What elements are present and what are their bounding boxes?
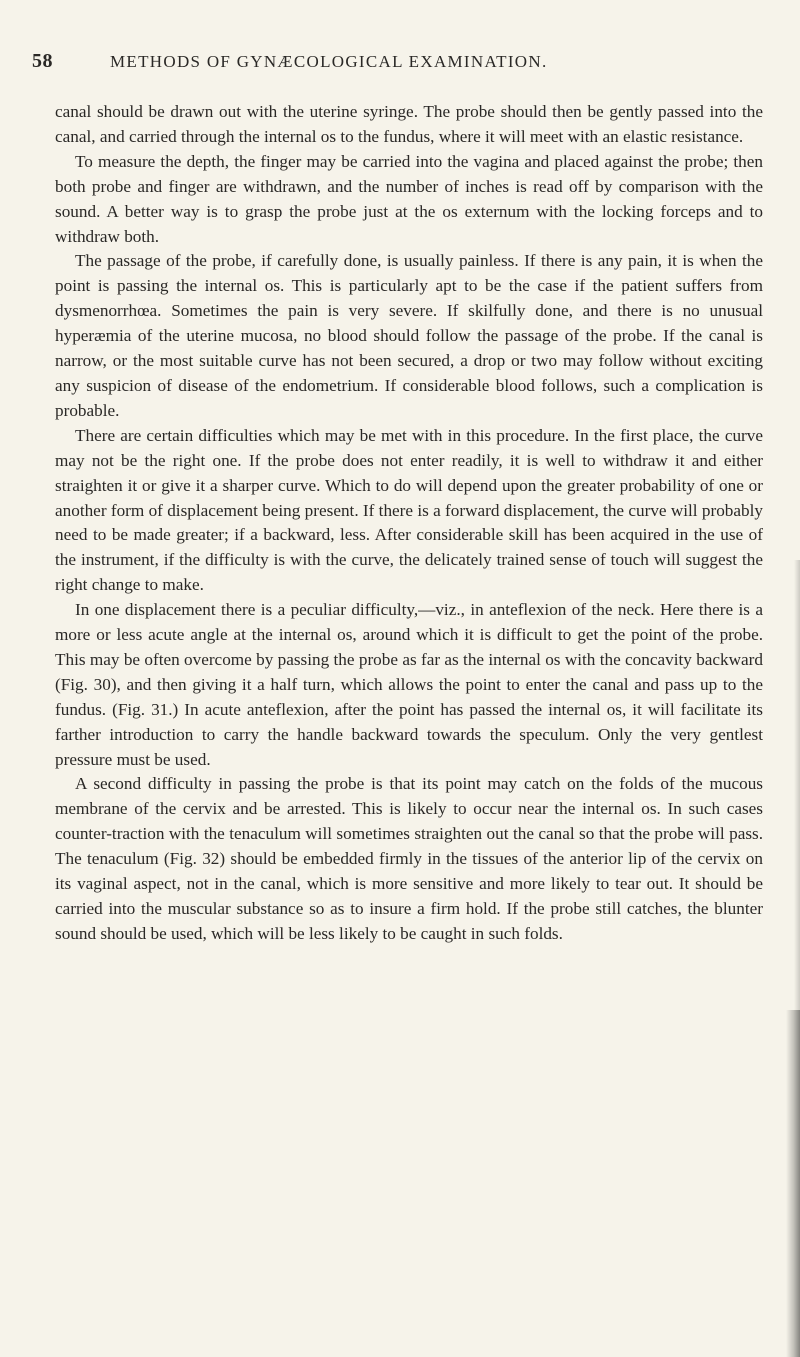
paragraph-5: In one displacement there is a peculiar difficulty,—viz., in anteflexion of the neck. Here there is a more or less acute angle at the internal os, around which it is difficult to get the point of the probe. This may be often overcome by passing the probe as far as the internal os with the concavity backward (Fig. 30), and then giving it a half turn, which allows the point to enter the canal and pass up to the fundus. (Fig. 31.) In acute anteflexion, after the point has passed the internal os, it will facilitate its farther introduction to carry the handle backward towards the speculum. Only the very gentlest pressure must be used. <box>55 600 763 769</box>
body-text <box>55 100 763 947</box>
page-number: 58 <box>32 50 53 72</box>
paragraph-1: canal should be drawn out with the uterine syringe. The probe should then be gently passed into the canal, and carried through the internal os to the fundus, where it will meet with an elastic resistance. <box>55 102 763 146</box>
page-edge-shadow-lower <box>786 1010 800 1357</box>
page-edge-shadow-upper <box>794 560 800 1010</box>
paragraph-4: There are certain difficulties which may be met with in this procedure. In the first place, the curve may not be the right one. If the probe does not enter readily, it is well to withdraw it and either straighten it or give it a sharper curve. Which to do will depend upon the greater probability of one or another form of displacement being present. If there is a forward displacement, the curve will probably need to be made greater; if a backward, less. After considerable skill has been acquired in the use of the instrument, if the difficulty is with the curve, the delicately trained sense of touch will suggest the right change to make. <box>55 425 763 595</box>
running-head: METHODS OF GYNÆCOLOGICAL EXAMINATION. <box>110 52 548 71</box>
paragraph-6: A second difficulty in passing the probe is that its point may catch on the folds of the mucous membrane of the cervix and be arrested. This is likely to occur near the internal os. In such cases counter-traction with the tenaculum will sometimes straighten out the canal so that the probe will pass. The tenaculum (Fig. 32) should be embedded firmly in the tissues of the anterior lip of the cervix on its vaginal aspect, not in the canal, which is more sensitive and more likely to tear out. It should be carried into the muscular substance so as to insure a firm hold. If the probe still catches, the blunter sound should be used, which will be less likely to be caught in such folds. <box>55 774 763 943</box>
page-header <box>32 50 770 80</box>
paragraph-3: The passage of the probe, if carefully done, is usually painless. If there is any pain, it is when the point is passing the internal os. This is particularly apt to be the case if the patient suffers from dysmenorrhœa. Sometimes the pain is very severe. If skilfully done, and there is no unusual hyperæmia of the uterine mucosa, no blood should follow the passage of the probe. If the canal is narrow, or the most suitable curve has not been secured, a drop or two may follow without exciting any suspicion of disease of the endometrium. If considerable blood follows, such a complication is probable. <box>55 251 763 420</box>
paragraph-2: To measure the depth, the finger may be carried into the vagina and placed against the probe; then both probe and finger are withdrawn, and the number of inches is read off by comparison with the sound. A better way is to grasp the probe just at the os externum with the locking forceps and to withdraw both. <box>55 151 763 246</box>
